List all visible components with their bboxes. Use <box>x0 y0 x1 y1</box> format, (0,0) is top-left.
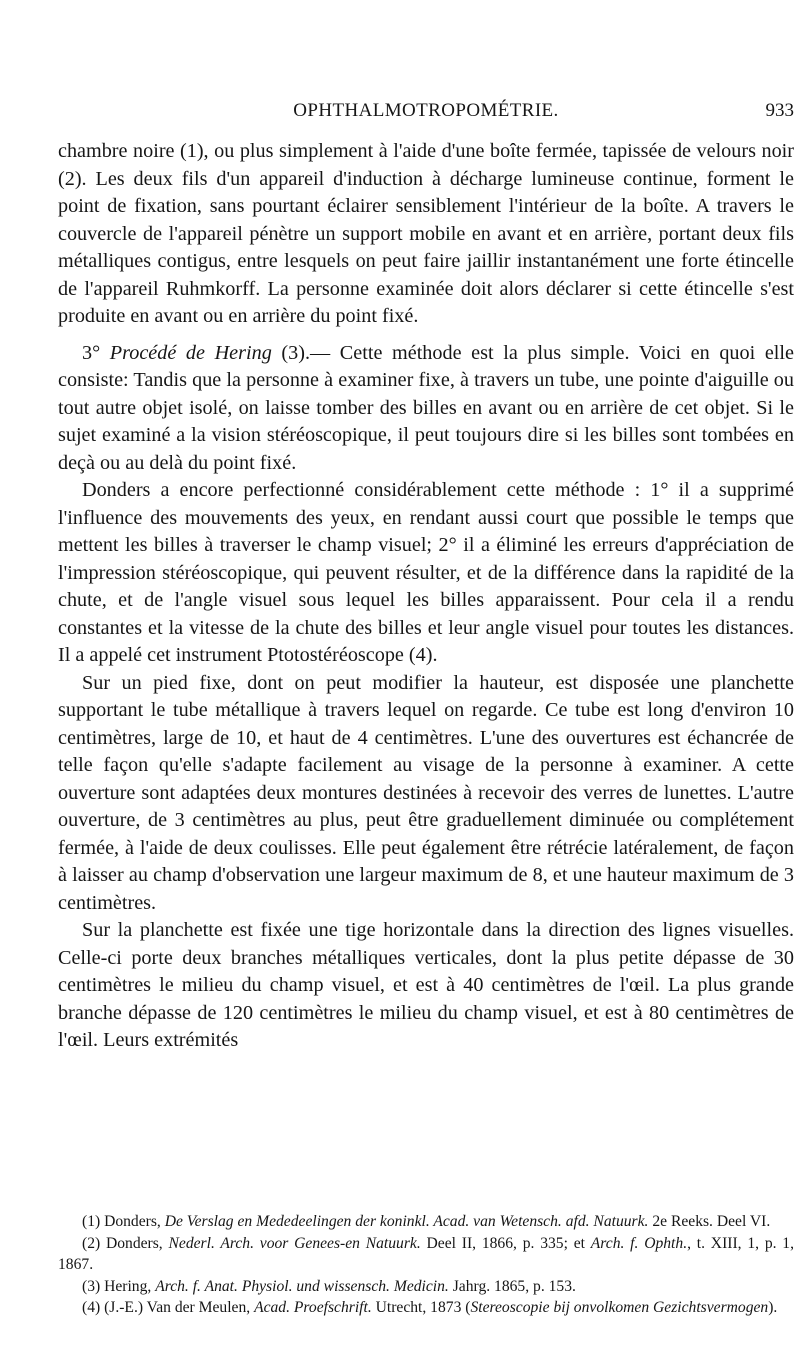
paragraph-hering-text: (3).— Cette méthode est la plus simple. Voici en quoi elle consiste: Tandis que la personne à examiner fixe, à travers un tube, une pointe d'aiguille ou tout autre objet isolé, on laisse tomber des billes en avant ou en arrière de cet objet. Si le sujet examiné a la vision stéréoscopique, il peut toujours dire si les billes sont tombées en deçà ou au delà du point fixé. <box>58 341 794 474</box>
footnote-3 <box>58 1276 794 1298</box>
footnote-2-detail-2: , t. XIII, 1, p. 1, 1867. <box>58 1234 794 1274</box>
paragraph-donders: Donders a encore perfectionné considérablement cette méthode : 1° il a supprimé l'influence des mouvements des yeux, en rendant aussi court que possible le temps que mettent les billes à traverser le champ visuel; 2° il a éliminé les erreurs d'appréciation de l'impression stéréoscopique, qui peuvent résulter, et de la différence dans la rapidité de la chute, et de l'angle visuel sous lequel les billes apparaissent. Pour cela il a rendu constantes et la vitesse de la chute des billes et leur angle visuel pour toutes les distances. Il a appelé cet instrument Ptotostéréoscope (4). <box>58 479 794 666</box>
section-title: Procédé de Hering <box>109 341 272 364</box>
footnote-4-end: ). <box>768 1299 778 1317</box>
footnote-4-detail: Utrecht, 1873 ( <box>371 1299 471 1317</box>
footnote-1 <box>58 1211 794 1233</box>
section-number: 3° <box>82 341 101 364</box>
footnote-3-detail: Jahrg. 1865, p. 153. <box>448 1277 576 1295</box>
footnote-1-author: (1) Donders, <box>82 1213 165 1230</box>
footnote-2-source: Nederl. Arch. voor Genees-en Natuurk. <box>168 1234 421 1252</box>
running-title: OPHTHALMOTROPOMÉTRIE. <box>293 100 559 121</box>
footnote-4-author: (4) (J.-E.) Van der Meulen, <box>82 1299 255 1317</box>
footnote-2 <box>58 1233 794 1276</box>
footnote-2-source-2: Arch. f. Ophth. <box>590 1234 688 1252</box>
footnote-4-title: Stereoscopie bij onvolkomen Gezichtsvermogen <box>470 1299 769 1317</box>
footnote-3-author: (3) Hering, <box>82 1277 156 1295</box>
footnote-4 <box>58 1297 794 1319</box>
footnotes <box>58 1211 794 1319</box>
footnote-1-detail: 2e Reeks. Deel VI. <box>648 1213 771 1230</box>
paragraph-instrument: Sur un pied fixe, dont on peut modifier la hauteur, est disposée une planchette supportant le tube métallique à travers lequel on regarde. Ce tube est long d'environ 10 centimètres, large de 10, et haut de 4 centimètres. L'une des ouvertures est échancrée de telle façon qu'elle s'adapte facilement au visage de la personne à examiner. A cette ouverture sont adaptées deux montures destinées à recevoir des verres de lunettes. L'autre ouverture, de 3 centimètres au plus, peut être graduellement diminuée ou complétement fermée, à l'aide de deux coulisses. Elle peut également être rétrécie latéralement, de façon à laisser au champ d'observation une largeur maximum de 8, et une hauteur maximum de 3 centimètres. <box>58 671 794 914</box>
page-number: 933 <box>765 100 794 121</box>
footnote-4-source: Acad. Proefschrift. <box>254 1299 372 1317</box>
footnote-2-detail: Deel II, 1866, p. 335; et <box>420 1234 591 1252</box>
footnote-1-source: De Verslag en Mededeelingen der koninkl. Acad. van Wetensch. afd. Natuurk. <box>164 1213 649 1230</box>
paragraph-planchette: Sur la planchette est fixée une tige horizontale dans la direction des lignes visuelles. Celle-ci porte deux branches métalliques verticales, dont la plus petite dépasse de 30 centimètres le milieu du champ visuel, et est à 40 centimètres de l'œil. La plus grande branche dépasse de 120 centimètres le milieu du champ visuel, et est à 80 centimètres de l'œil. Leurs extrémités <box>58 919 794 1051</box>
body-text <box>58 138 794 1055</box>
paragraph-hering <box>58 340 794 478</box>
paragraph-1: chambre noire (1), ou plus simplement à l'aide d'une boîte fermée, tapissée de velours noir (2). Les deux fils d'un appareil d'induction à décharge lumineuse continue, forment le point de fixation, sans pourtant éclairer sensiblement l'intérieur de la boîte. A travers le couvercle de l'appareil pénètre un support mobile en avant et en arrière, portant deux fils métalliques contigus, entre lesquels on peut faire jaillir instantanément une forte étincelle de l'appareil Ruhmkorff. La personne examinée doit alors déclarer si cette étincelle s'est produite en avant ou en arrière du point fixé. <box>58 140 794 327</box>
footnote-2-author: (2) Donders, <box>82 1234 169 1252</box>
footnote-3-source: Arch. f. Anat. Physiol. und wissensch. Medicin. <box>155 1277 449 1295</box>
running-head <box>58 100 794 126</box>
